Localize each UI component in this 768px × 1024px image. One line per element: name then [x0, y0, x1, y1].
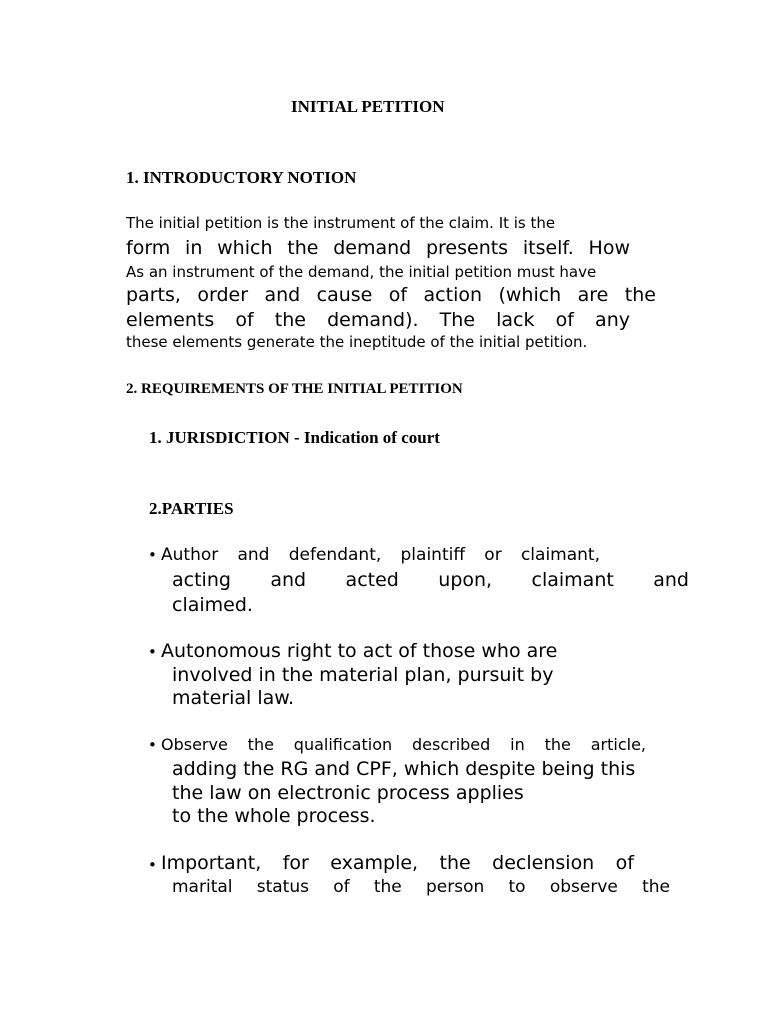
bullet-line: the law on electronic process applies: [172, 782, 524, 804]
bullet-icon: •: [148, 856, 157, 874]
bullet-line: to the whole process.: [172, 805, 376, 827]
bullet-line: Observe the qualification described in the article,: [161, 735, 646, 754]
paragraph-line: As an instrument of the demand, the initial petition must have: [126, 263, 597, 281]
bullet-line: marital status of the person to observe the: [172, 877, 670, 897]
bullet-line: Author and defendant, plaintiff or claimant,: [161, 545, 600, 565]
bullet-line: material law.: [172, 687, 295, 709]
paragraph-line: elements of the demand). The lack of any: [126, 309, 630, 331]
section-heading-introductory-notion: 1. INTRODUCTORY NOTION: [126, 168, 357, 187]
bullet-line: claimed.: [172, 594, 253, 616]
document-title: INITIAL PETITION: [291, 97, 445, 116]
paragraph-line: The initial petition is the instrument of the claim. It is the: [126, 214, 556, 232]
bullet-icon: •: [148, 736, 157, 754]
subsection-parties: 2.PARTIES: [149, 499, 234, 518]
subsection-jurisdiction: 1. JURISDICTION - Indication of court: [149, 428, 440, 447]
bullet-line: adding the RG and CPF, which despite being this: [172, 758, 636, 780]
bullet-icon: •: [148, 546, 157, 564]
bullet-icon: •: [148, 643, 157, 661]
paragraph-line: these elements generate the ineptitude of the initial petition.: [126, 333, 588, 351]
bullet-line: involved in the material plan, pursuit by: [172, 664, 554, 686]
section-heading-requirements: 2. REQUIREMENTS OF THE INITIAL PETITION: [126, 381, 463, 397]
paragraph-line: parts, order and cause of action (which are the: [126, 284, 656, 306]
bullet-line: Autonomous right to act of those who are: [161, 640, 558, 662]
bullet-line: Important, for example, the declension of: [161, 852, 634, 874]
bullet-line: acting and acted upon, claimant and: [172, 569, 689, 591]
paragraph-line: form in which the demand presents itself. How: [126, 237, 630, 259]
